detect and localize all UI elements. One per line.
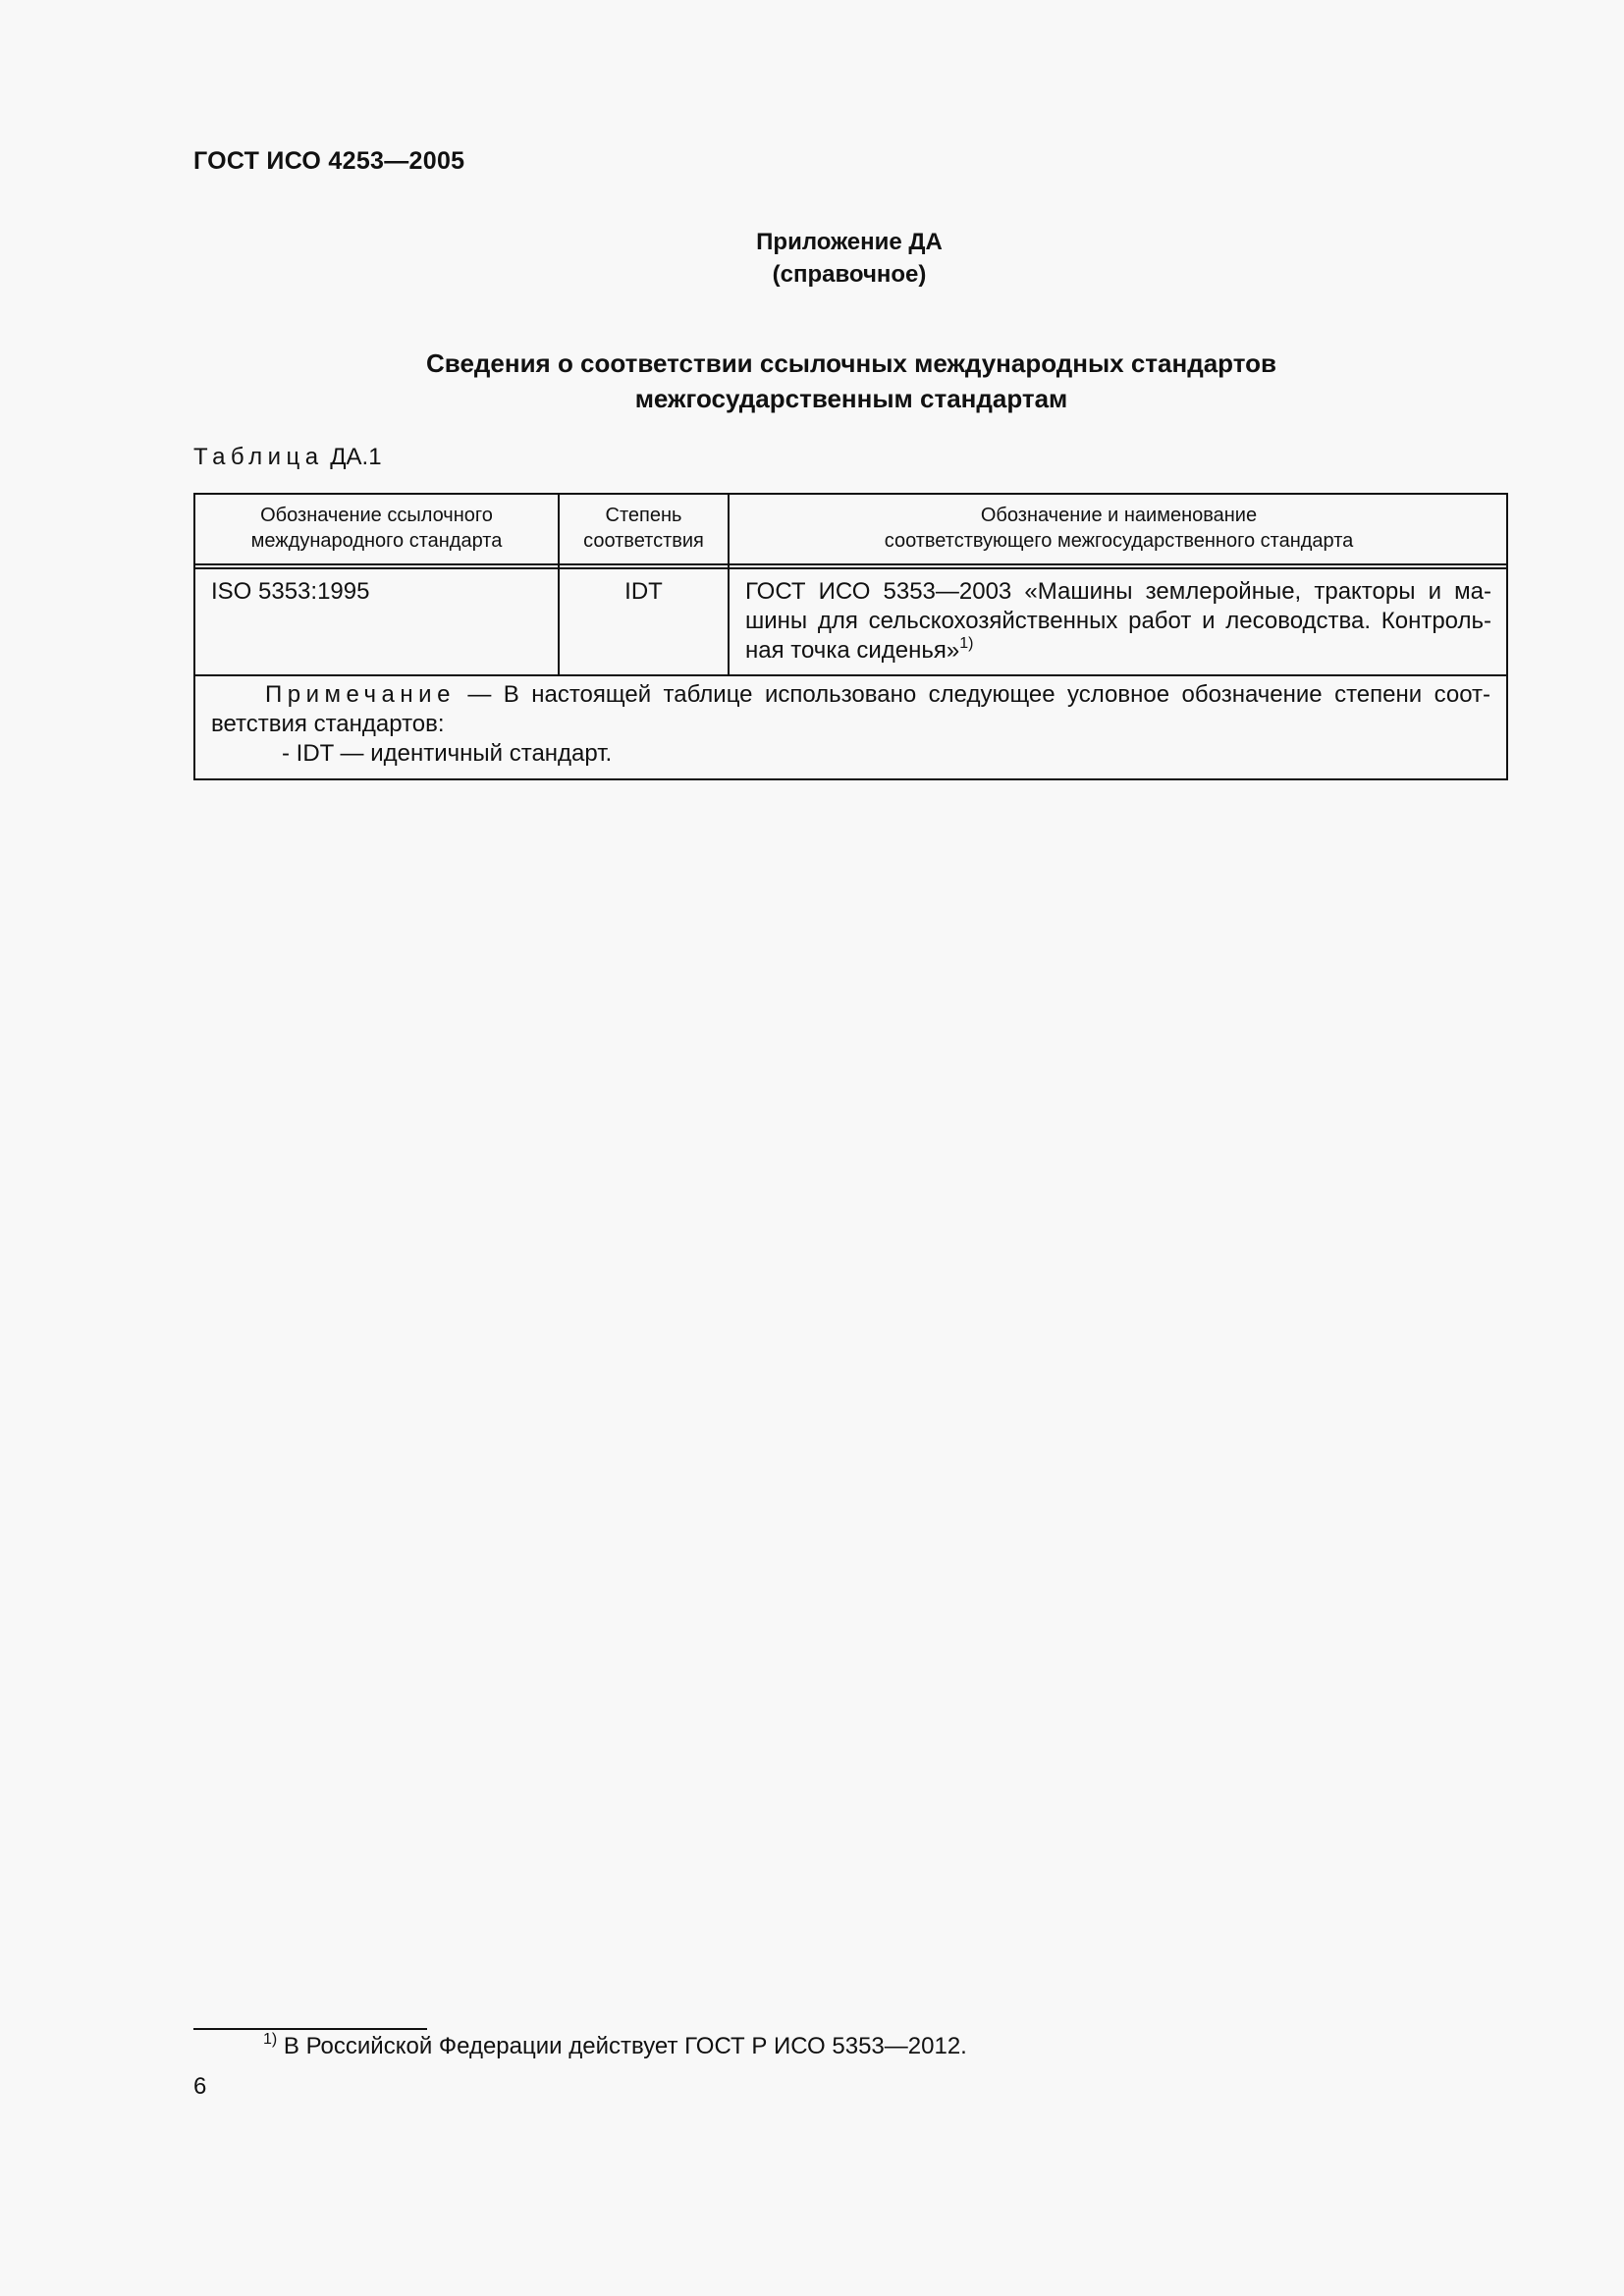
cell-text: ГОСТ ИСО 5353—2003 «Машины землеройные, тракторы и ма- xyxy=(745,578,1491,605)
appendix-title: Приложение ДА xyxy=(756,229,943,255)
table-header-divider xyxy=(195,563,1506,569)
footnote-marker: 1) xyxy=(263,2031,278,2048)
table-caption-number: ДА.1 xyxy=(330,444,382,470)
appendix-kind: (справочное) xyxy=(772,261,927,288)
cell-text: шины для сельскохозяйственных работ и лесоводства. Контроль- xyxy=(745,608,1491,634)
table-caption xyxy=(193,444,382,471)
table-row-divider xyxy=(195,674,1506,676)
header-text: Обозначение и наименование xyxy=(980,505,1258,526)
footnote-text: В Российской Федерации действует ГОСТ Р ИСО 5353—2012. xyxy=(283,2033,967,2059)
table-note xyxy=(211,680,1490,769)
table-caption-label: Таблица xyxy=(193,444,324,470)
header-text: Степень xyxy=(605,505,682,526)
note-text: — В настоящей таблице использовано следующее условное обозначение степени соот- xyxy=(467,681,1490,708)
header-text: международного стандарта xyxy=(250,530,503,552)
note-line: - IDT — идентичный стандарт. xyxy=(282,740,613,767)
footnote-divider xyxy=(193,2028,427,2030)
cell-gost-standard xyxy=(745,577,1491,666)
cell-degree: IDT xyxy=(624,578,663,605)
footnote xyxy=(263,2032,967,2061)
note-line: ветствия стандартов: xyxy=(211,711,445,737)
footnote-reference[interactable]: 1) xyxy=(959,635,974,652)
header-degree xyxy=(560,503,728,554)
standards-table xyxy=(193,493,1508,780)
note-label: Примечание xyxy=(265,681,456,708)
section-title-line1: Сведения о соответствии ссылочных международных стандартов xyxy=(426,348,1276,378)
header-gost-standard xyxy=(730,503,1508,554)
header-text: соответствующего межгосударственного стандарта xyxy=(884,530,1354,552)
note-line xyxy=(211,680,1490,710)
header-text: соответствия xyxy=(583,530,704,552)
cell-text-last xyxy=(745,636,1491,666)
header-text: Обозначение ссылочного xyxy=(260,505,493,526)
header-intl-standard xyxy=(195,503,558,554)
section-title-line2: межгосударственным стандартам xyxy=(634,384,1068,413)
cell-text: ная точка сиденья» xyxy=(745,637,960,664)
document-code: ГОСТ ИСО 4253—2005 xyxy=(193,147,465,175)
page-number: 6 xyxy=(193,2073,207,2100)
cell-intl-standard: ISO 5353:1995 xyxy=(211,578,370,605)
